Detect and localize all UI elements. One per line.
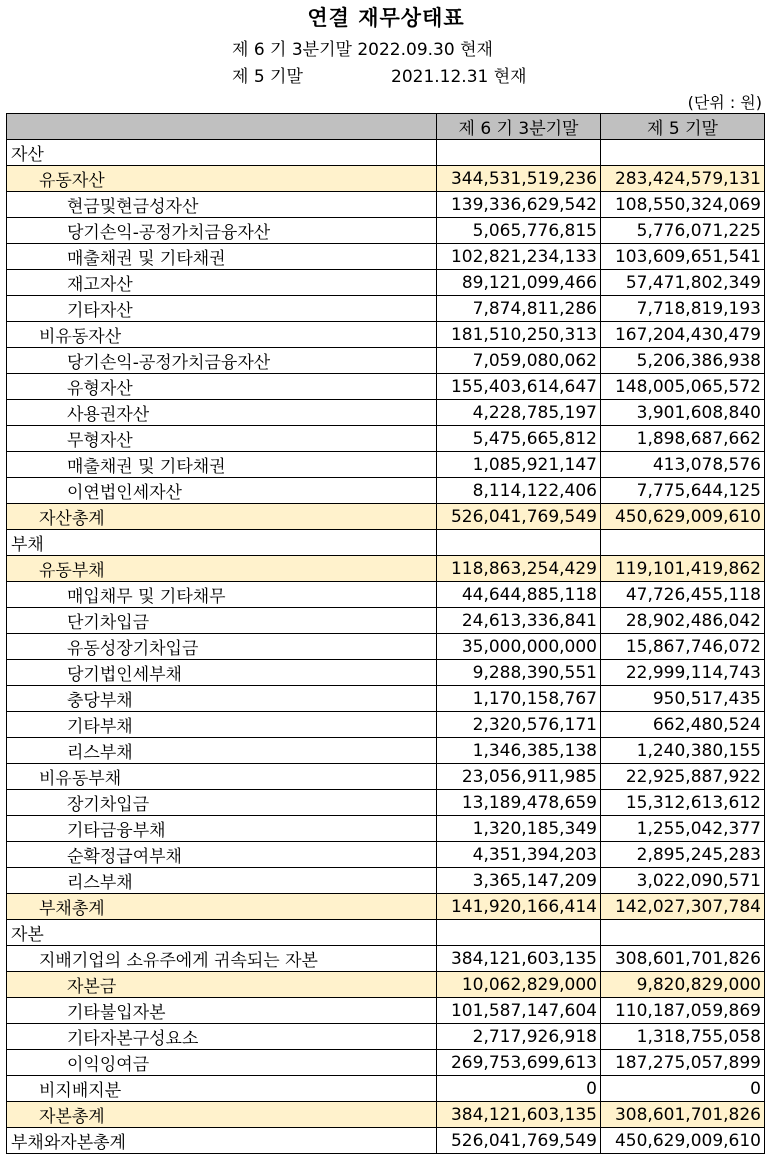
current-period-value <box>437 920 601 946</box>
account-label: 현금및현금성자산 <box>7 192 437 218</box>
account-label: 매출채권 및 기타채권 <box>7 244 437 270</box>
balance-sheet-table <box>6 113 765 1154</box>
table-row <box>7 1050 765 1076</box>
account-label: 기타자산 <box>7 296 437 322</box>
current-period-value: 35,000,000,000 <box>437 634 601 660</box>
prior-period-value: 187,275,057,899 <box>601 1050 765 1076</box>
table-row <box>7 1102 765 1128</box>
table-row <box>7 868 765 894</box>
account-label: 기타자본구성요소 <box>7 1024 437 1050</box>
account-label: 재고자산 <box>7 270 437 296</box>
current-period-value: 5,475,665,812 <box>437 426 601 452</box>
prior-period-value: 1,318,755,058 <box>601 1024 765 1050</box>
prior-period-value: 5,776,071,225 <box>601 218 765 244</box>
current-period-value: 10,062,829,000 <box>437 972 601 998</box>
prior-period-value: 15,312,613,612 <box>601 790 765 816</box>
period-line-current: 제 6 기 3분기말 2022.09.30 현재 <box>232 40 493 60</box>
table-row <box>7 946 765 972</box>
current-period-value: 155,403,614,647 <box>437 374 601 400</box>
account-label: 유동자산 <box>7 166 437 192</box>
prior-period-value: 108,550,324,069 <box>601 192 765 218</box>
account-label: 비유동부채 <box>7 764 437 790</box>
column-header-prior-period: 제 5 기말 <box>601 114 765 140</box>
unit-label: (단위 : 원) <box>687 93 762 112</box>
account-label: 자본총계 <box>7 1102 437 1128</box>
table-row <box>7 504 765 530</box>
current-period-value: 7,059,080,062 <box>437 348 601 374</box>
page-title: 연결 재무상태표 <box>307 6 465 30</box>
prior-period-value: 308,601,701,826 <box>601 1102 765 1128</box>
prior-period-value: 3,901,608,840 <box>601 400 765 426</box>
prior-period-value: 47,726,455,118 <box>601 582 765 608</box>
prior-period-value: 0 <box>601 1076 765 1102</box>
prior-period-value: 119,101,419,862 <box>601 556 765 582</box>
account-label: 유동성장기차입금 <box>7 634 437 660</box>
prior-period-value <box>601 920 765 946</box>
current-period-value: 1,085,921,147 <box>437 452 601 478</box>
prior-period-value <box>601 140 765 166</box>
account-label: 유형자산 <box>7 374 437 400</box>
current-period-value: 89,121,099,466 <box>437 270 601 296</box>
current-period-value: 118,863,254,429 <box>437 556 601 582</box>
prior-period-value: 148,005,065,572 <box>601 374 765 400</box>
account-label: 이익잉여금 <box>7 1050 437 1076</box>
account-label: 당기손익-공정가치금융자산 <box>7 218 437 244</box>
prior-period-value: 7,775,644,125 <box>601 478 765 504</box>
prior-period-value: 9,820,829,000 <box>601 972 765 998</box>
prior-period-value: 7,718,819,193 <box>601 296 765 322</box>
prior-period-value: 3,022,090,571 <box>601 868 765 894</box>
table-row <box>7 296 765 322</box>
table-row <box>7 400 765 426</box>
account-label: 매입채무 및 기타채무 <box>7 582 437 608</box>
table-row <box>7 894 765 920</box>
table-row <box>7 556 765 582</box>
current-period-value: 181,510,250,313 <box>437 322 601 348</box>
account-label: 자본 <box>7 920 437 946</box>
prior-period-value: 1,898,687,662 <box>601 426 765 452</box>
table-row <box>7 426 765 452</box>
current-period-value: 9,288,390,551 <box>437 660 601 686</box>
table-row <box>7 452 765 478</box>
current-period-value <box>437 530 601 556</box>
prior-period-value: 22,925,887,922 <box>601 764 765 790</box>
prior-period-value: 1,240,380,155 <box>601 738 765 764</box>
table-row <box>7 192 765 218</box>
table-row <box>7 920 765 946</box>
account-label: 자본금 <box>7 972 437 998</box>
account-label: 지배기업의 소유주에게 귀속되는 자본 <box>7 946 437 972</box>
current-period-value: 2,717,926,918 <box>437 1024 601 1050</box>
table-row <box>7 608 765 634</box>
table-row <box>7 530 765 556</box>
account-label: 사용권자산 <box>7 400 437 426</box>
current-period-value: 23,056,911,985 <box>437 764 601 790</box>
current-period-value: 1,320,185,349 <box>437 816 601 842</box>
prior-period-value: 662,480,524 <box>601 712 765 738</box>
account-label: 부채 <box>7 530 437 556</box>
current-period-value: 8,114,122,406 <box>437 478 601 504</box>
table-row <box>7 218 765 244</box>
account-label: 리스부채 <box>7 738 437 764</box>
prior-period-value: 413,078,576 <box>601 452 765 478</box>
account-label: 부채와자본총계 <box>7 1128 437 1154</box>
table-row <box>7 660 765 686</box>
current-period-value: 3,365,147,209 <box>437 868 601 894</box>
current-period-value: 4,228,785,197 <box>437 400 601 426</box>
prior-period-value: 57,471,802,349 <box>601 270 765 296</box>
current-period-value: 44,644,885,118 <box>437 582 601 608</box>
prior-period-value: 308,601,701,826 <box>601 946 765 972</box>
current-period-value: 13,189,478,659 <box>437 790 601 816</box>
account-label: 기타부채 <box>7 712 437 738</box>
table-row <box>7 1024 765 1050</box>
table-header-row <box>7 114 765 140</box>
prior-period-value: 28,902,486,042 <box>601 608 765 634</box>
prior-period-value: 2,895,245,283 <box>601 842 765 868</box>
account-label: 충당부채 <box>7 686 437 712</box>
table-row <box>7 348 765 374</box>
table-row <box>7 582 765 608</box>
account-label: 당기손익-공정가치금융자산 <box>7 348 437 374</box>
current-period-value: 5,065,776,815 <box>437 218 601 244</box>
account-label: 단기차입금 <box>7 608 437 634</box>
account-label: 부채총계 <box>7 894 437 920</box>
table-row <box>7 270 765 296</box>
table-row <box>7 712 765 738</box>
account-label: 무형자산 <box>7 426 437 452</box>
prior-period-value: 450,629,009,610 <box>601 1128 765 1154</box>
current-period-value: 384,121,603,135 <box>437 1102 601 1128</box>
current-period-value: 139,336,629,542 <box>437 192 601 218</box>
table-row <box>7 1076 765 1102</box>
column-header-account <box>7 114 437 140</box>
prior-period-value: 142,027,307,784 <box>601 894 765 920</box>
current-period-value: 269,753,699,613 <box>437 1050 601 1076</box>
account-label: 매출채권 및 기타채권 <box>7 452 437 478</box>
current-period-value: 102,821,234,133 <box>437 244 601 270</box>
account-label: 비지배지분 <box>7 1076 437 1102</box>
prior-period-value: 103,609,651,541 <box>601 244 765 270</box>
table-row <box>7 374 765 400</box>
current-period-value: 0 <box>437 1076 601 1102</box>
current-period-value <box>437 140 601 166</box>
table-row <box>7 1128 765 1154</box>
account-label: 장기차입금 <box>7 790 437 816</box>
account-label: 비유동자산 <box>7 322 437 348</box>
prior-period-value: 110,187,059,869 <box>601 998 765 1024</box>
current-period-value: 1,170,158,767 <box>437 686 601 712</box>
account-label: 기타금융부채 <box>7 816 437 842</box>
prior-period-value: 22,999,114,743 <box>601 660 765 686</box>
current-period-value: 24,613,336,841 <box>437 608 601 634</box>
account-label: 자산 <box>7 140 437 166</box>
table-row <box>7 686 765 712</box>
table-row <box>7 764 765 790</box>
account-label: 순확정급여부채 <box>7 842 437 868</box>
current-period-value: 101,587,147,604 <box>437 998 601 1024</box>
table-row <box>7 322 765 348</box>
table-row <box>7 738 765 764</box>
account-label: 리스부채 <box>7 868 437 894</box>
current-period-value: 526,041,769,549 <box>437 1128 601 1154</box>
current-period-value: 4,351,394,203 <box>437 842 601 868</box>
prior-period-value: 283,424,579,131 <box>601 166 765 192</box>
table-row <box>7 842 765 868</box>
table-row <box>7 816 765 842</box>
current-period-value: 141,920,166,414 <box>437 894 601 920</box>
table-row <box>7 244 765 270</box>
prior-period-value: 1,255,042,377 <box>601 816 765 842</box>
current-period-value: 1,346,385,138 <box>437 738 601 764</box>
document-header <box>0 0 772 113</box>
current-period-value: 2,320,576,171 <box>437 712 601 738</box>
current-period-value: 7,874,811,286 <box>437 296 601 322</box>
table-row <box>7 972 765 998</box>
prior-period-value: 450,629,009,610 <box>601 504 765 530</box>
table-row <box>7 478 765 504</box>
column-header-current-period: 제 6 기 3분기말 <box>437 114 601 140</box>
table-row <box>7 790 765 816</box>
prior-period-value: 5,206,386,938 <box>601 348 765 374</box>
prior-period-value: 950,517,435 <box>601 686 765 712</box>
current-period-value: 526,041,769,549 <box>437 504 601 530</box>
account-label: 자산총계 <box>7 504 437 530</box>
account-label: 기타불입자본 <box>7 998 437 1024</box>
account-label: 당기법인세부채 <box>7 660 437 686</box>
table-row <box>7 140 765 166</box>
table-row <box>7 166 765 192</box>
current-period-value: 344,531,519,236 <box>437 166 601 192</box>
prior-period-value: 15,867,746,072 <box>601 634 765 660</box>
period-line-prior-date: 2021.12.31 현재 <box>391 67 527 87</box>
table-row <box>7 998 765 1024</box>
prior-period-value <box>601 530 765 556</box>
table-body <box>7 140 765 1154</box>
account-label: 이연법인세자산 <box>7 478 437 504</box>
table-row <box>7 634 765 660</box>
period-line-prior-label: 제 5 기말 <box>232 67 303 87</box>
current-period-value: 384,121,603,135 <box>437 946 601 972</box>
prior-period-value: 167,204,430,479 <box>601 322 765 348</box>
account-label: 유동부채 <box>7 556 437 582</box>
